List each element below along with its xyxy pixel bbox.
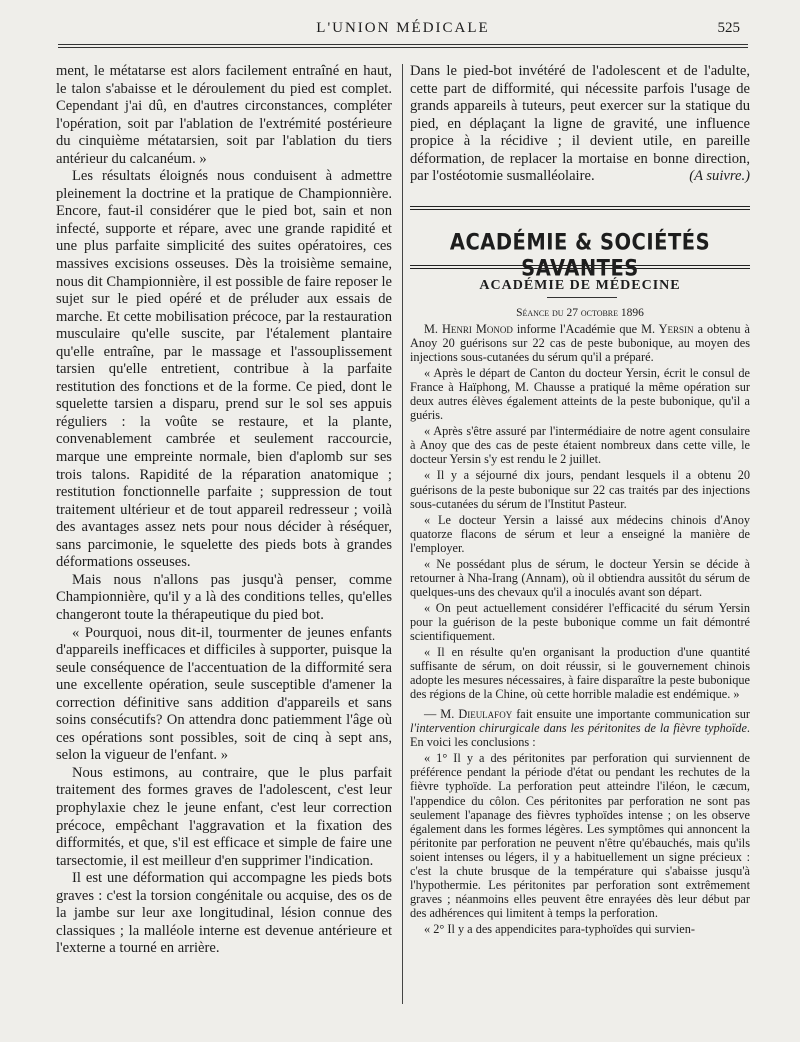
right-column-top [410,63,750,186]
paragraph: « 1° Il y a des péritonites par perforation qui surviennent de préférence pendant la période d'état ou pendant les rechutes de la fièvre typhoïde. La perforation peut atteindre l'iléon, le cæcum, l'appendice du côlon. Ces péritonites par perforation ne sont pas seulement l'apanage des fièvres typhoïdes intense ; on les observe également dans les formes légères. Les symptômes qui annoncent la péritonite par perforation ne peuvent n'être qu'ébauchés, mais qu'ils soient intenses ou légers, il y a habituellement un signe précieux : c'est la chute brusque de la température qui s'abaisse jusqu'à l'hypothermie. Les péritonites par perforation sont extrêmement graves ; néanmoins elles peuvent être enrayées dès leur début par des adhérences qui limitent à temps la perforation. [410,751,750,920]
paragraph: « Après le départ de Canton du docteur Yersin, écrit le consul de France à Haïphong, M. Chausse a pratiqué la même opération sur deux autres élèves également atteints de la peste bubonique, qu'il a guéris. [410,366,750,423]
section-subtitle: ACADÉMIE DE MÉDECINE [479,278,681,293]
paragraph-text: informe l'Académie que [512,322,642,336]
paragraph-text: Dans le pied-bot invétéré de l'adolescent et de l'adulte, cette part de difformité, qui nécessite parfois l'usage de grands appareils à tuteurs, peut exercer sur la statique du pied, en déplaçant la ligne de gravité, une influence propice à la récidive ; il devient utile, en pareille déformation, de replacer la mortaise en bonne direction, par l'ostéotomie susmalléolaire. [410,63,750,185]
paragraph [410,707,750,749]
person-name: M. Yersin [641,322,694,336]
paragraph: « Il y a séjourné dix jours, pendant lesquels il a obtenu 20 guérisons de la peste bubonique sur 22 cas traités par des injections sous-cutanées du sérum de l'Institut Pasteur. [410,468,750,511]
section-title: ACADÉMIE & SOCIÉTÉS SAVANTES [449,228,711,282]
journal-title: L'UNION MÉDICALE [316,20,490,36]
paragraph: « Ne possédant plus de sérum, le docteur Yersin se décide à retourner à Nha-Irang (Annam), où il obtiendra aussitôt du sérum de quelques-uns des chevaux qu'il a inoculés avant son départ. [410,556,750,599]
paragraph-text: fait ensuite une importante communication sur [512,707,750,722]
paragraph: Mais nous n'allons pas jusqu'à penser, comme Championnière, qu'il y a là des conditions telles, qu'elles changeront toute la thérapeutique du pied bot. [56,571,392,623]
speaker-name: — M. Dieulafoy [424,707,513,722]
paragraph: « Le docteur Yersin a laissé aux médecins chinois d'Anoy quatorze flacons de sérum et leur a enseigné la manière de l'employer. [410,512,750,555]
paragraph: « Il en résulte qu'en organisant la production d'une quantité suffisante de sérum, on doit réussir, si le gouvernement chinois adopte les mesures nécessaires, à faire disparaître la peste bubonique des régions de la Chine, où cette horrible maladie est endémique. » [410,645,750,702]
right-column-body [410,322,750,938]
paragraph: ment, le métatarse est alors facilement entraîné en haut, le talon s'abaisse et le déroulement du pied est complet. Cependant j'ai dû, en d'autres circonstances, compléter l'opération, soit par l'ablation de l'extrémité postérieure du cinquième métatarsien, soit par l'ablation du tiers antérieur du calcanéum. » [56,63,392,167]
paragraph: « On peut actuellement considérer l'efficacité du sérum Yersin pour la guérison de la peste bubonique comme un fait démontré scientifiquement. [410,600,750,643]
page-header [58,20,748,42]
to-be-continued: (A suivre.) [689,168,750,185]
paragraph-text: a obtenu à Anoy 20 guérisons sur 22 cas de peste bubonique, au moyen des injections sous-cutanées du sérum qu'il a préparé. [410,322,751,365]
paragraph: « Après s'être assuré par l'intermédiaire de notre agent consulaire à Anoy que des cas de peste étaient nombreux dans cette ville, le docteur Yersin s'y est rendu le 2 juillet. [410,424,750,467]
session-date: Séance du 27 octobre 1896 [516,307,644,319]
paragraph: Nous estimons, au contraire, que le plus parfait traitement des formes graves de l'adolescent, c'est leur prophylaxie chez le jeune enfant, c'est leur correction précoce, empêchant l'aggravation et la fixation des difformités, et que, s'il est efficace et simple de faire une tarsectomie, il est meilleur d'en supprimer l'indication. [56,764,392,869]
section-rule-top [410,206,750,210]
paragraph-text: . En voici les conclusions : [410,721,750,750]
paragraph: « Pourquoi, nous dit-il, tourmenter de jeunes enfants d'appareils inefficaces et difficiles à supporter, puisque la seule conséquence de l'accentuation de la difformité sera une excellente opération, seule susceptible d'amener la correction définitive sans addition d'appareils et sans soins consécutifs? On attendra donc patiemment l'âge où ces opérations sont possibles, soit de cinq à sept ans, selon la vigueur de l'enfant. » [56,624,392,764]
paragraph [410,63,750,186]
left-column [56,63,392,958]
paragraph [410,322,750,364]
speaker-name: M. Henri Monod [424,322,513,336]
section-rule-bottom [410,265,750,269]
column-separator [402,64,403,1004]
communication-title: l'intervention chirurgicale dans les péritonites de la fièvre typhoïde [410,721,747,736]
header-rule [58,44,748,48]
paragraph: « 2° Il y a des appendicites para-typhoïdes qui survien- [424,921,695,936]
paragraph: Les résultats éloignés nous conduisent à admettre pleinement la doctrine et la pratique de Championnière. Encore, faut-il considérer que le pied bot, sain et non infecté, supporte et répare, avec une grande rapidité et une plus parfaite simplicité des suites opératoires, ces massives excisions osseuses. Dès la troisième semaine, nous dit Championnière, il est possible de faire reposer le sujet sur le pied opéré et de préluder aux essais de marche. Et cette mobilisation précoce, par la restauration musculaire qu'elle suscite, par l'étalement plantaire qu'elle entraîne, par le massage et l'assouplissement tarsien qu'elle entretient, contribue à la parfaite restitution des fonctions et de la forme. Ce pied, dont le squelette tarsien a disparu, prend sur le sol ses appuis réguliers : la voûte se restaure, et la plante, convenablement cambrée et seulement raccourcie, marque une empreinte normale, bien d'aplomb sur ses trois talons. Rapidité de la réparation anatomique ; restitution fonctionnelle parfaite ; suppression de tout traitement ultérieur et de tout appareil redresseur ; voilà des avantages assez nets pour nous décider à réséquer, sans parcimonie, le squelette des pieds bots à grandes déformations osseuses. [56,168,392,571]
subtitle-rule [547,297,617,298]
paragraph: Il est une déformation qui accompagne les pieds bots graves : c'est la torsion congénitale ou acquise, des os de la jambe sur leur axe longitudinal, lésion connue des classiques ; la malléole interne est devenue antérieure et l'externe a tourné en arrière. [56,870,392,957]
page-number: 525 [717,20,740,36]
